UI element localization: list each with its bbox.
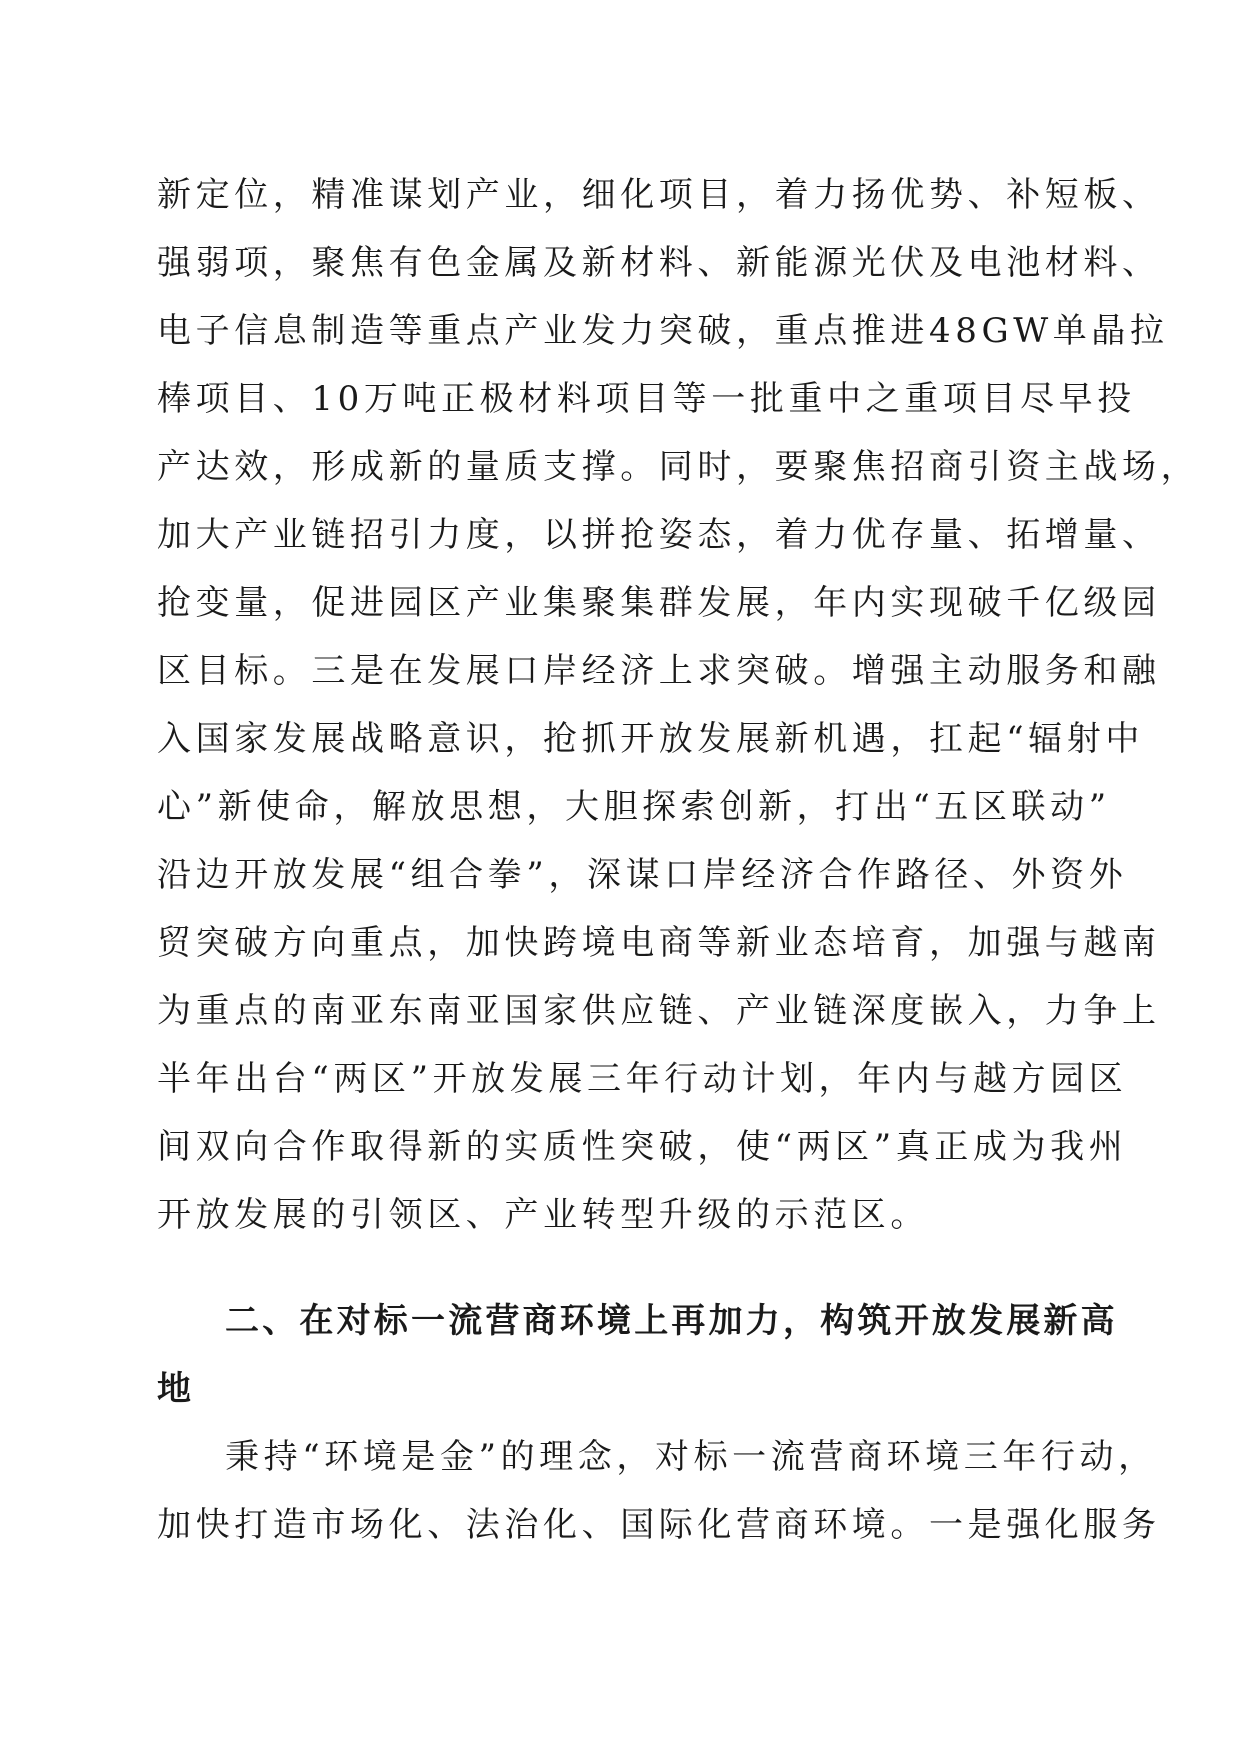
paragraph-line: 入国家发展战略意识，抢抓开放发展新机遇，扛起“辐射中 xyxy=(157,719,1144,759)
paragraph-line: 加大产业链招引力度，以拼抢姿态，着力优存量、拓增量、 xyxy=(157,515,1161,555)
paragraph-line: 抢变量，促进园区产业集聚集群发展，年内实现破千亿级园 xyxy=(157,583,1161,623)
paragraph-line: 电子信息制造等重点产业发力突破，重点推进48GW单晶拉 xyxy=(157,311,1169,351)
paragraph-line: 贸突破方向重点，加快跨境电商等新业态培育，加强与越南 xyxy=(157,923,1161,963)
paragraph-line: 棒项目、10万吨正极材料项目等一批重中之重项目尽早投 xyxy=(157,379,1136,419)
paragraph-line: 加快打造市场化、法治化、国际化营商环境。一是强化服务 xyxy=(157,1505,1161,1545)
section-heading-line: 二、在对标一流营商环境上再加力，构筑开放发展新高 xyxy=(225,1301,1118,1341)
paragraph-line: 半年出台“两区”开放发展三年行动计划，年内与越方园区 xyxy=(157,1059,1128,1099)
paragraph-line: 区目标。三是在发展口岸经济上求突破。增强主动服务和融 xyxy=(157,651,1161,691)
paragraph-line: 为重点的南亚东南亚国家供应链、产业链深度嵌入，力争上 xyxy=(157,991,1161,1031)
paragraph-line: 强弱项，聚焦有色金属及新材料、新能源光伏及电池材料、 xyxy=(157,243,1161,283)
paragraph-line: 心”新使命，解放思想，大胆探索创新，打出“五区联动” xyxy=(157,787,1111,827)
paragraph-line: 秉持“环境是金”的理念，对标一流营商环境三年行动， xyxy=(225,1437,1157,1477)
paragraph-line: 新定位，精准谋划产业，细化项目，着力扬优势、补短板、 xyxy=(157,175,1161,215)
paragraph-line: 产达效，形成新的量质支撑。同时，要聚焦招商引资主战场， xyxy=(157,447,1200,487)
paragraph-line: 开放发展的引领区、产业转型升级的示范区。 xyxy=(157,1195,929,1235)
paragraph-line: 间双向合作取得新的实质性突破，使“两区”真正成为我州 xyxy=(157,1127,1128,1167)
paragraph-line: 沿边开放发展“组合拳”，深谋口岸经济合作路径、外资外 xyxy=(157,855,1128,895)
section-heading-line: 地 xyxy=(157,1369,195,1409)
